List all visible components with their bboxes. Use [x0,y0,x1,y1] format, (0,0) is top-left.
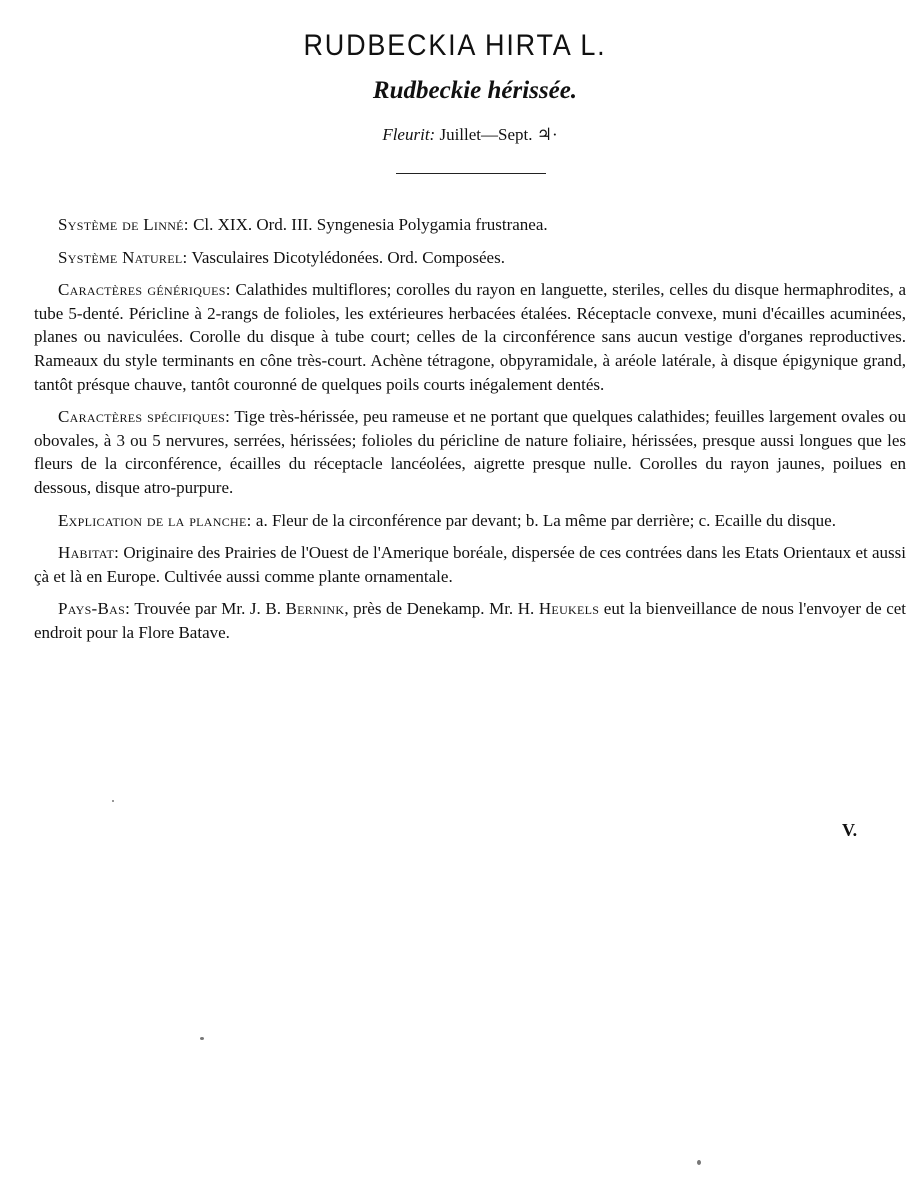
flowering-value: Juillet—Sept. ♃· [435,125,558,144]
section-label: Pays-Bas: [58,599,131,619]
flowering-line [0,124,910,146]
section-text: , près de Denekamp. Mr. H. [344,599,539,619]
contributor-name: Heukels [538,599,600,619]
section-linnean-system [34,213,906,237]
section-text: Tige très-hérissée, peu rameuse et ne portant que quelques calathides; feuilles largement ovales ou obovales, à 3 ou 5 nervures, serrées, hérissées; folioles du péricline de nature foliaire, hérissées, presque aussi longues que les fleurs de la circonférence, écailles du réceptacle lancéolées, aigrette presque nulle. Corolles du rayon jaunes, poilues en dessous, disque atro-purpure. [34,407,906,497]
section-label: Caractères spécifiques: [58,407,231,427]
section-text: a. Fleur de la circonférence par devant; b. La même par derrière; c. Ecaille du disque. [251,510,836,530]
section-text: Cl. XIX. Ord. III. Syngenesia Polygamia frustranea. [188,215,548,234]
section-text: Vasculaires Dicotylédonées. Ord. Composées. [187,247,505,267]
flowering-label: Fleurit: [382,125,436,144]
author-signature: V. [842,820,858,840]
section-specific-characters [34,405,906,499]
section-netherlands [34,597,906,644]
section-natural-system [34,246,906,270]
description-body [34,213,906,654]
title-divider [396,173,546,174]
section-text: Calathides multiflores; corolles du rayon en languette, steriles, celles du disque hermaphrodites, a tube 5-denté. Péricline à 2-rangs de folioles, les extérieures herbacées étalées. Réceptacle convexe, muni d'écailles acuminées, planes ou naviculées. Corolle du disque à tube court; celles de la circonférence sans aucun vestige d'organes reproductives. Rameaux du style terminants en cône très-court. Achène tétragone, obpyramidale, à aréole latérale, à disque épigynique grand, tantôt présque chauve, tantôt couronné de quelques poils courts inégalement dentés. [34,280,907,394]
collector-name: Bernink [285,599,345,619]
species-title: RUDBECKIA HIRTA L. [303,29,607,62]
section-text: Originaire des Prairies de l'Ouest de l'Amerique boréale, dispersée de ces contrées dans les Etats Orientaux et aussi çà et là en Europe. Cultivée aussi comme plante ornamentale. [34,543,906,586]
french-common-name: Rudbeckie hérissée. [372,77,578,104]
section-label: Caractères génériques: [58,280,231,300]
paper-speck [200,1037,204,1040]
section-habitat [34,541,906,588]
section-generic-characters [34,278,906,396]
paper-speck [112,800,114,802]
section-label: Système Naturel: [58,247,188,267]
section-label: Système de Linné: [58,215,189,234]
paper-speck [697,1160,701,1165]
section-plate-explanation [34,509,906,533]
section-label: Habitat: [58,543,120,563]
section-text: Trouvée par Mr. J. B. [130,599,286,619]
section-label: Explication de la planche: [58,510,252,530]
section-text: eut la bienveillance de nous l'envoyer de cet endroit pour la Flore Batave. [34,599,907,642]
